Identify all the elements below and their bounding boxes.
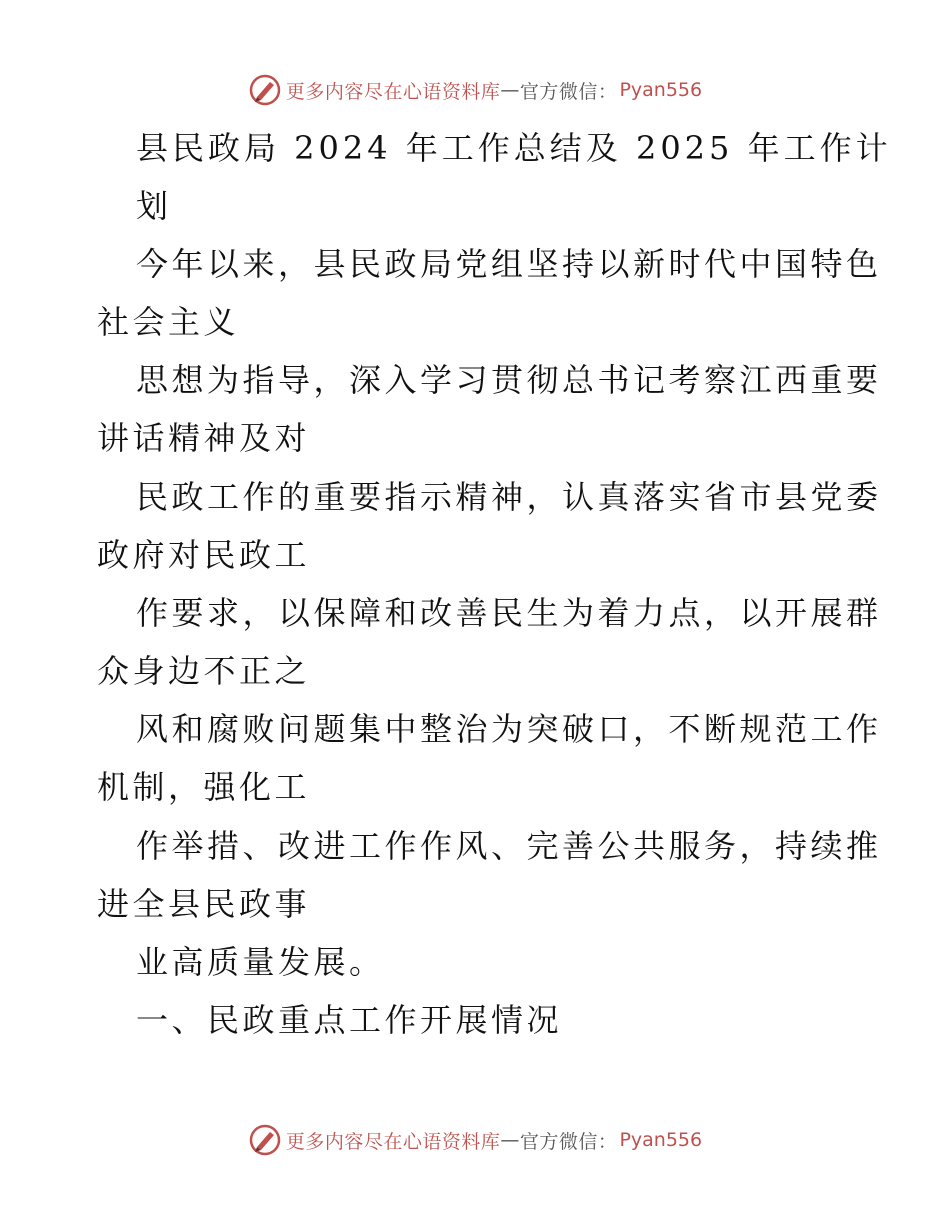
paragraph-line: 作要求，以保障和改善民生为着力点，以开展群 <box>136 594 882 632</box>
paragraph-line: 进全县民政事 <box>97 885 311 923</box>
paragraph-line: 机制，强化工 <box>97 768 311 806</box>
watermark-wechat-label: 官方微信： <box>519 1130 618 1153</box>
section-heading: 一、民政重点工作开展情况 <box>136 1001 563 1039</box>
pen-logo-icon <box>248 73 282 107</box>
watermark-wechat-id: Pyan556 <box>619 79 703 101</box>
footer-watermark <box>0 1120 950 1160</box>
paragraph-line: 社会主义 <box>97 303 240 341</box>
document-title-line-2: 划 <box>136 187 172 225</box>
paragraph-line: 今年以来，县民政局党组坚持以新时代中国特色 <box>136 245 882 283</box>
paragraph-line: 政府对民政工 <box>97 536 311 574</box>
watermark-wechat-id: Pyan556 <box>619 1129 703 1151</box>
paragraph-line: 民政工作的重要指示精神，认真落实省市县党委 <box>136 478 882 516</box>
watermark-dash: — <box>500 1129 520 1151</box>
paragraph-line: 作举措、改进工作作风、完善公共服务，持续推 <box>136 827 882 865</box>
paragraph-line: 风和腐败问题集中整治为突破口，不断规范工作 <box>136 710 882 748</box>
paragraph-line: 讲话精神及对 <box>97 419 311 457</box>
paragraph-line: 众身边不正之 <box>97 652 311 690</box>
document-title-line-1: 县民政局 2024 年工作总结及 2025 年工作计 <box>136 129 892 167</box>
paragraph-line: 业高质量发展。 <box>136 943 385 981</box>
watermark-wechat-label: 官方微信： <box>519 80 618 103</box>
watermark-site-text: 更多内容尽在心语资料库 <box>285 80 501 103</box>
watermark-site-text: 更多内容尽在心语资料库 <box>285 1130 501 1153</box>
watermark-dash: — <box>500 79 520 101</box>
pen-logo-icon <box>248 1123 282 1157</box>
header-watermark <box>0 70 950 110</box>
paragraph-line: 思想为指导，深入学习贯彻总书记考察江西重要 <box>136 361 882 399</box>
